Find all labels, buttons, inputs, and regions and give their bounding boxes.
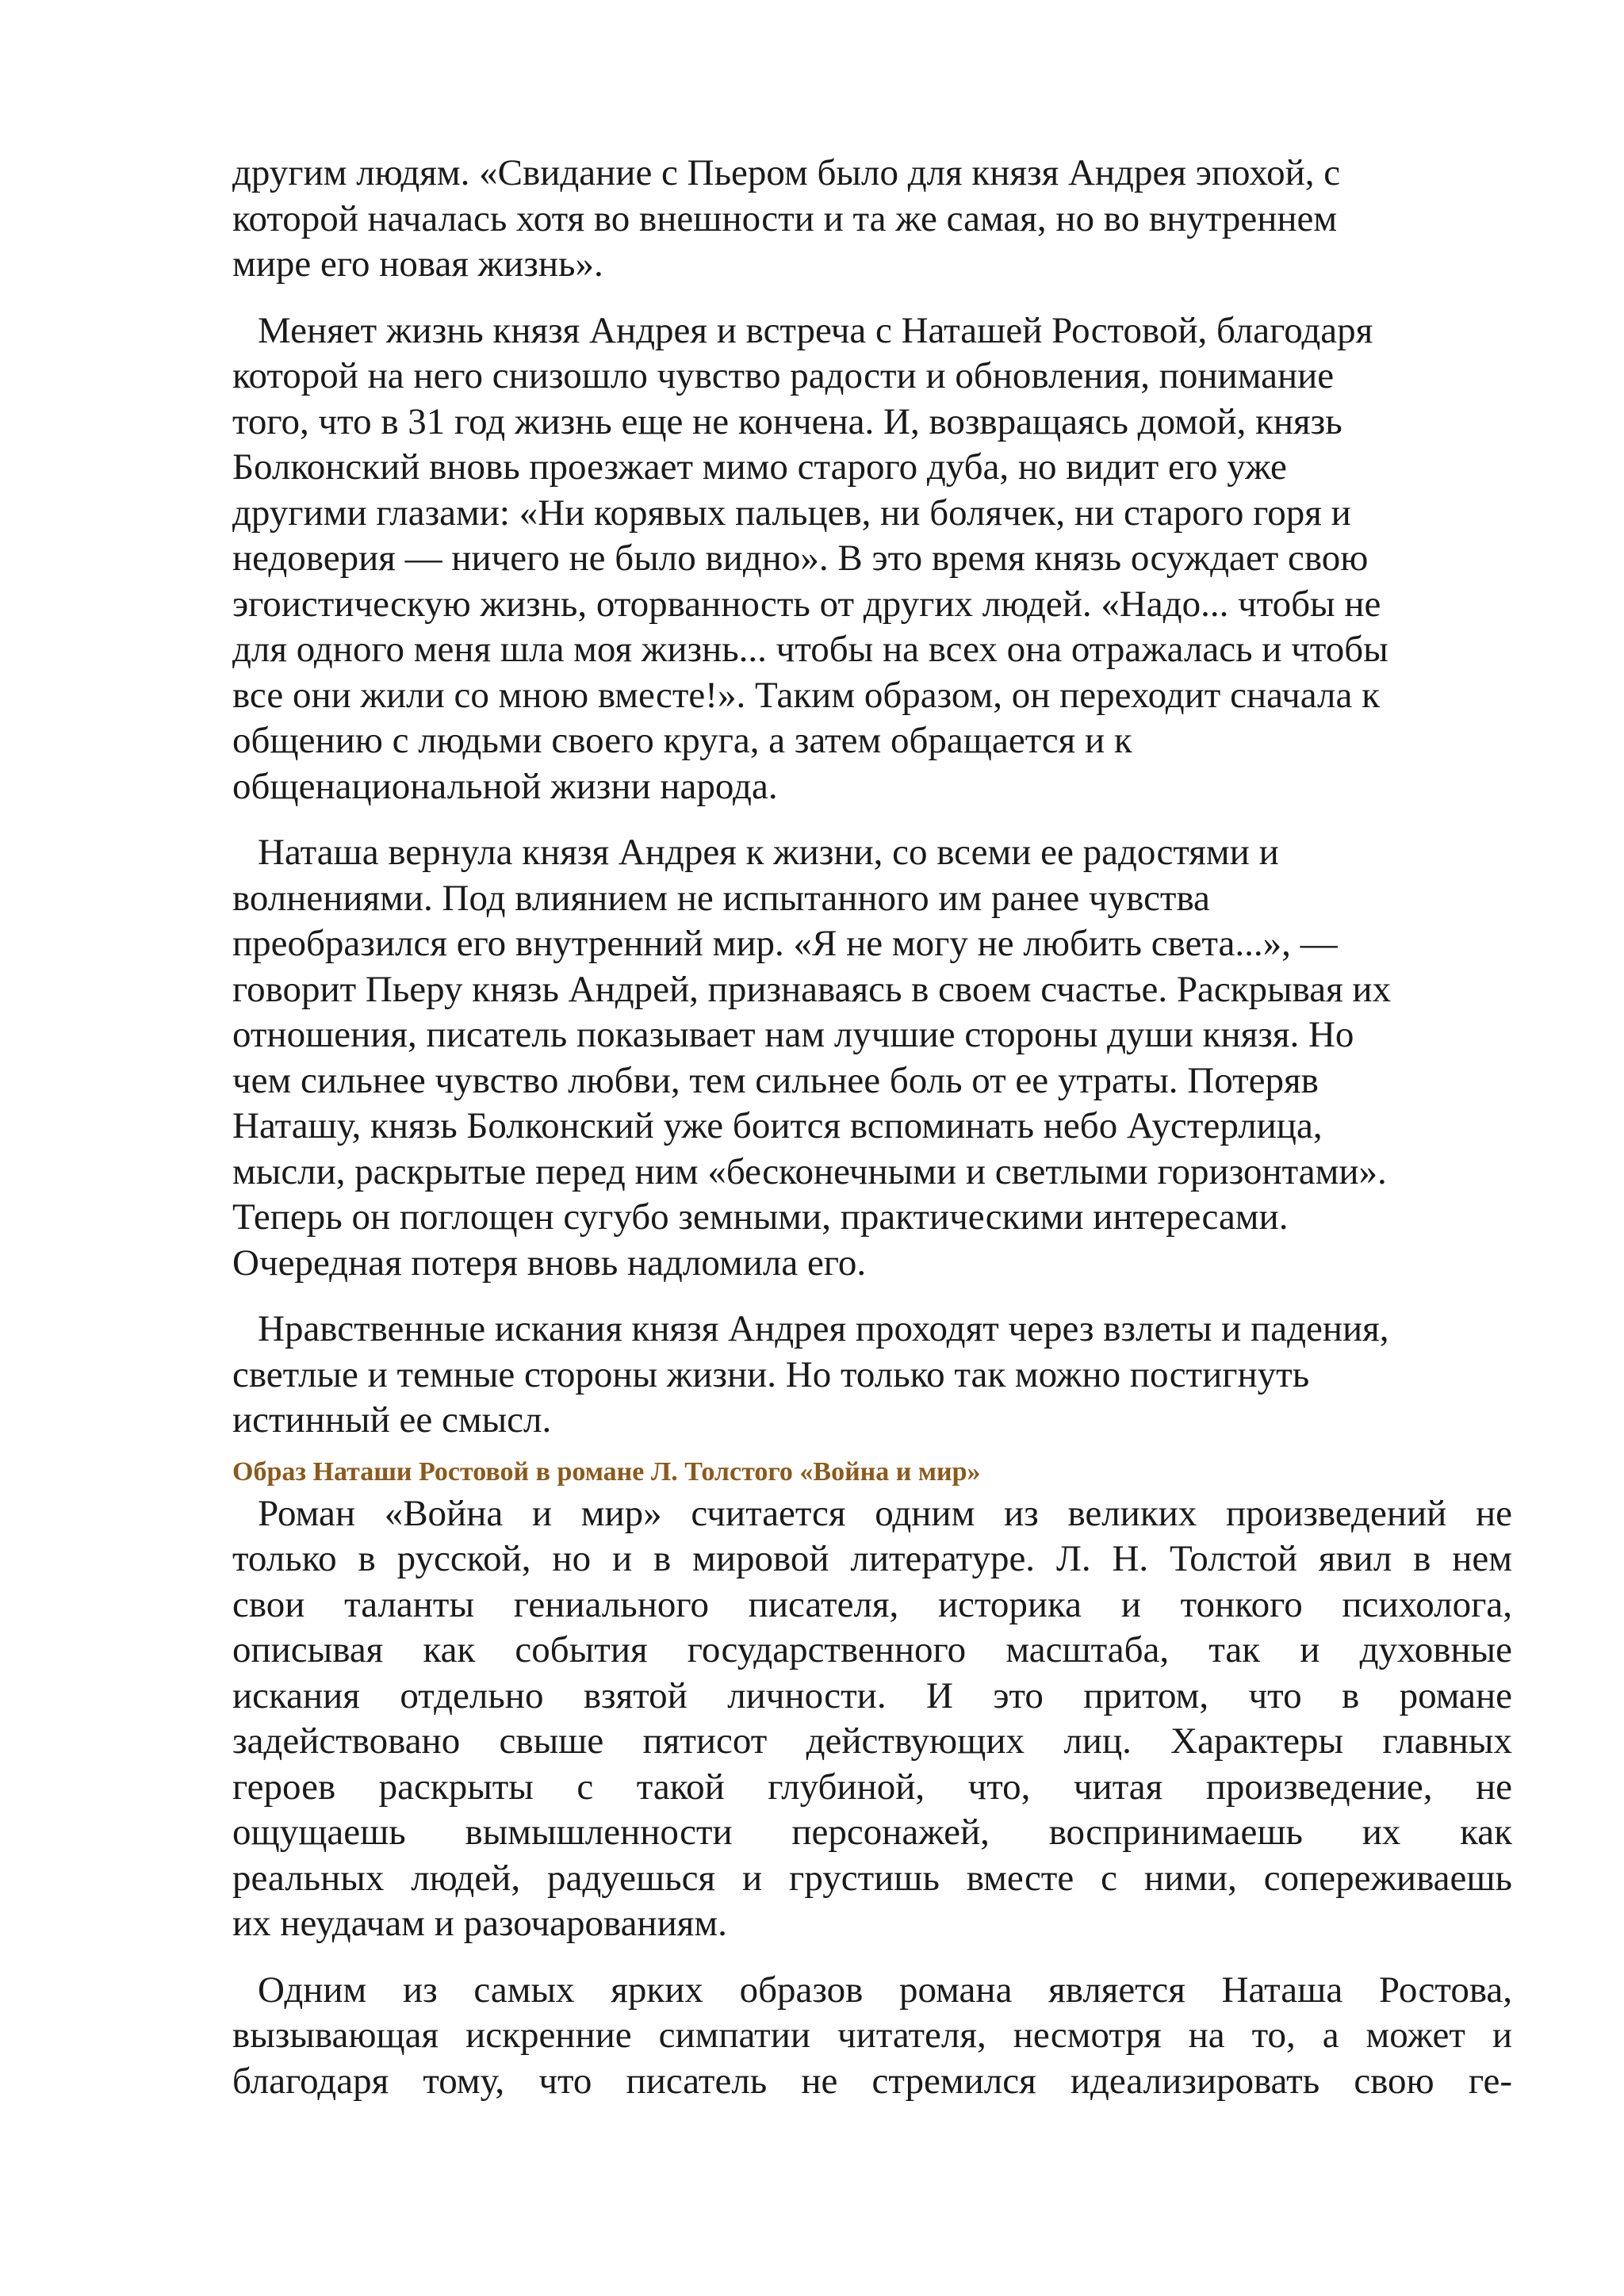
text-line: мысли, раскрытые перед ним «бесконечными и светлыми горизонтами». bbox=[232, 1150, 1387, 1192]
text-line: героев раскрыты с такой глубиной, что, читая произведение, не bbox=[232, 1766, 1512, 1808]
text-line: Болконский вновь проезжает мимо старого дуба, но видит его уже bbox=[232, 446, 1287, 488]
section-heading: Образ Наташи Ростовой в романе Л. Толстого «Война и мир» bbox=[232, 1456, 981, 1487]
paragraph bbox=[232, 1968, 1512, 2105]
text-line: Одним из самых ярких образов романа является Наташа Ростова, bbox=[258, 1969, 1512, 2011]
text-line: преобразился его внутренний мир. «Я не могу не любить света...», — bbox=[232, 923, 1338, 964]
text-line: чем сильнее чувство любви, тем сильнее боль от ее утраты. Потеряв bbox=[232, 1059, 1319, 1101]
text-line: того, что в 31 год жизнь еще не кончена. И, возвращаясь домой, князь bbox=[232, 400, 1342, 442]
text-line: Нравственные искания князя Андрея проходят через взлеты и падения, bbox=[258, 1308, 1389, 1349]
text-line: мире его новая жизнь». bbox=[232, 243, 603, 285]
text-line: Наташа вернула князя Андрея к жизни, со всеми ее радостями и bbox=[258, 832, 1279, 873]
text-line: Наташу, князь Болконский уже боится вспоминать небо Аустерлица, bbox=[232, 1105, 1323, 1146]
text-line: говорит Пьеру князь Андрей, признаваясь в своем счастье. Раскрывая их bbox=[232, 968, 1392, 1010]
text-line: общенациональной жизни народа. bbox=[232, 765, 778, 807]
text-line: ощущаешь вымышленности персонажей, воспринимаешь их как bbox=[232, 1812, 1512, 1853]
text-line: описывая как события государственного масштаба, так и духовные bbox=[232, 1629, 1512, 1670]
text-line: реальных людей, радуешься и грустишь вместе с ними, сопереживаешь bbox=[232, 1857, 1512, 1899]
text-line: их неудачам и разочарованиям. bbox=[232, 1903, 727, 1944]
paragraph bbox=[232, 1307, 1512, 1444]
text-line: недоверия — ничего не было видно». В это время князь осуждает свою bbox=[232, 538, 1369, 579]
text-line: задействовано свыше пятисот действующих лиц. Характеры главных bbox=[232, 1720, 1512, 1762]
text-line: которой на него снизошло чувство радости и обновления, понимание bbox=[232, 355, 1335, 396]
text-line: общению с людьми своего круга, а затем обращается и к bbox=[232, 720, 1132, 761]
text-line: свои таланты гениального писателя, историка и тонкого психолога, bbox=[232, 1583, 1512, 1625]
text-line: отношения, писатель показывает нам лучшие стороны души князя. Но bbox=[232, 1014, 1354, 1055]
text-line: истинный ее смысл. bbox=[232, 1399, 552, 1441]
text-line: другим людям. «Свидание с Пьером было для князя Андрея эпохой, с bbox=[232, 152, 1341, 193]
paragraph bbox=[232, 308, 1512, 810]
text-line: вызывающая искренние симпатии читателя, несмотря на то, а может и bbox=[232, 2015, 1512, 2056]
text-line: Меняет жизнь князя Андрея и встреча с Наташей Ростовой, благодаря bbox=[258, 309, 1373, 351]
document-page bbox=[232, 151, 1512, 2125]
text-line: все они жили со мною вместе!». Таким образом, он переходит сначала к bbox=[232, 674, 1380, 716]
paragraph bbox=[232, 151, 1512, 288]
text-line: Роман «Война и мир» считается одним из великих произведений не bbox=[258, 1492, 1512, 1534]
text-line: для одного меня шла моя жизнь... чтобы на всех она отражалась и чтобы bbox=[232, 629, 1388, 670]
paragraph bbox=[232, 1491, 1512, 1947]
text-line: только в русской, но и в мировой литературе. Л. Н. Толстой явил в нем bbox=[232, 1538, 1512, 1579]
text-line: светлые и темные стороны жизни. Но только так можно постигнуть bbox=[232, 1353, 1310, 1395]
text-line: Теперь он поглощен сугубо земными, практическими интересами. bbox=[232, 1196, 1289, 1238]
text-line: благодаря тому, что писатель не стремился идеализировать свою ге- bbox=[232, 2060, 1512, 2102]
text-line: искания отдельно взятой личности. И это притом, что в романе bbox=[232, 1674, 1512, 1716]
text-line: Очередная потеря вновь надломила его. bbox=[232, 1242, 867, 1284]
text-line: другими глазами: «Ни корявых пальцев, ни болячек, ни старого горя и bbox=[232, 492, 1351, 534]
paragraph bbox=[232, 830, 1512, 1286]
text-line: которой началась хотя во внешности и та же самая, но во внутреннем bbox=[232, 197, 1338, 239]
text-line: волнениями. Под влиянием не испытанного им ранее чувства bbox=[232, 877, 1210, 919]
text-line: эгоистическую жизнь, оторванность от других людей. «Надо... чтобы не bbox=[232, 583, 1381, 625]
